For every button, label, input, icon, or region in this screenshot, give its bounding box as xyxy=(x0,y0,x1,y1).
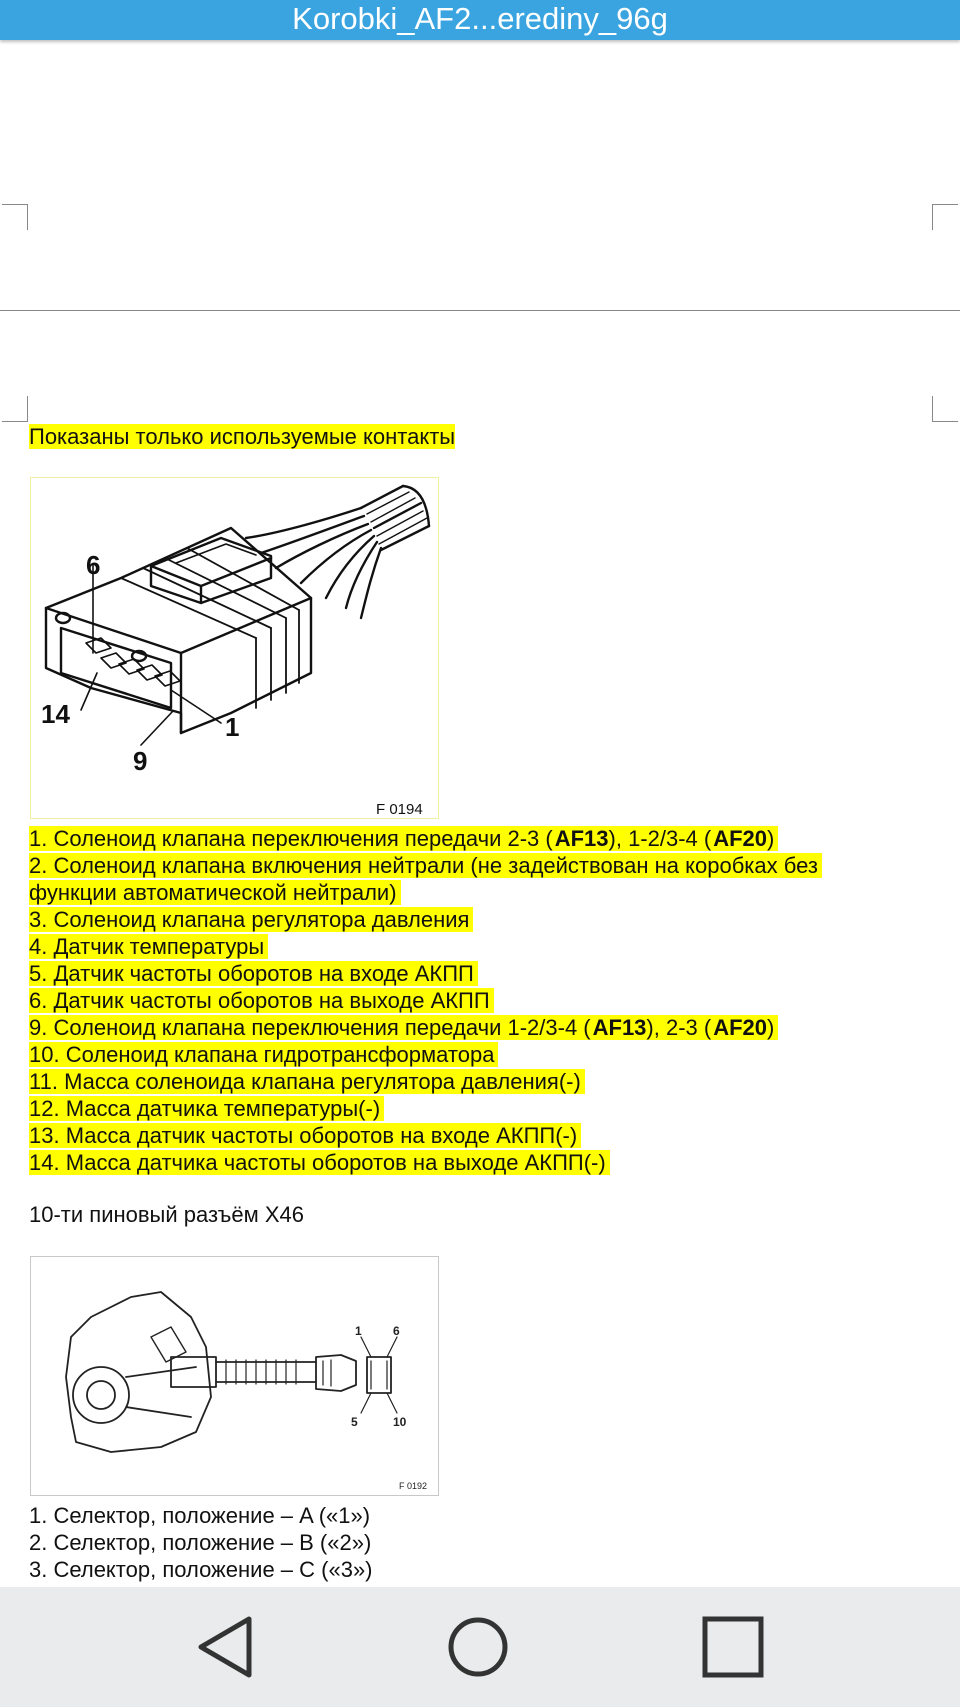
model-code: AF13 xyxy=(592,1015,647,1040)
selector-label-1: 1 xyxy=(355,1324,362,1338)
pin-list-item: 1. Соленоид клапана переключения передачи 2-3 (AF13), 1-2/3-4 (AF20) xyxy=(29,825,929,852)
intro-text: Показаны только используемые контакты xyxy=(29,424,456,449)
pin-list-item: 5. Датчик частоты оборотов на входе АКПП xyxy=(29,960,929,987)
list-item: 2. Селектор, положение – B («2») xyxy=(29,1530,372,1555)
pin-list-item: 12. Масса датчика температуры(-) xyxy=(29,1095,929,1122)
pin-list-item: 14. Масса датчика частоты оборотов на выходе АКПП(-) xyxy=(29,1149,929,1176)
home-button[interactable] xyxy=(438,1607,518,1687)
document-title-bar[interactable] xyxy=(0,0,960,40)
model-code: AF13 xyxy=(554,826,609,851)
pin-list-item: 2. Соленоид клапана включения нейтрали (не задействован на коробках без xyxy=(29,852,929,879)
list-item: 3. Селектор, положение – C («3») xyxy=(29,1557,373,1582)
connector-drawing xyxy=(31,478,438,818)
list-item: 1. Селектор, положение – A («1») xyxy=(29,1503,371,1528)
selector-label-6: 6 xyxy=(393,1324,400,1338)
figure-label-1: 1 xyxy=(225,712,240,742)
model-code: AF20 xyxy=(713,826,768,851)
connector-figure xyxy=(30,477,439,819)
recent-square-icon xyxy=(693,1607,773,1687)
document-title: Korobki_AF2...erediny_96g xyxy=(292,1,668,36)
figure-caption: F 0194 xyxy=(376,801,423,818)
figure-label-9: 9 xyxy=(133,746,148,776)
pin-list-item: функции автоматической нейтрали) xyxy=(29,879,929,906)
model-code: AF20 xyxy=(713,1015,768,1040)
recent-apps-button[interactable] xyxy=(693,1607,773,1687)
back-triangle-icon xyxy=(187,1607,267,1687)
selector-label-5: 5 xyxy=(351,1415,358,1429)
system-navigation-bar xyxy=(0,1587,960,1707)
pin-list-item: 3. Соленоид клапана регулятора давления xyxy=(29,906,929,933)
page-corner-mark xyxy=(2,204,28,230)
selector-label-10: 10 xyxy=(393,1415,407,1429)
selector-drawing xyxy=(31,1257,438,1495)
page-break-line xyxy=(0,310,960,311)
pin-list-item: 6. Датчик частоты оборотов на выходе АКПП xyxy=(29,987,929,1014)
figure-label-14: 14 xyxy=(41,699,70,729)
pin-list-item: 13. Масса датчик частоты оборотов на входе АКПП(-) xyxy=(29,1122,929,1149)
pin-list xyxy=(29,825,929,1176)
section-heading: 10-ти пиновый разъём X46 xyxy=(29,1202,304,1227)
pin-list-item: 11. Масса соленоида клапана регулятора давления(-) xyxy=(29,1068,929,1095)
pin-list-item: 4. Датчик температуры xyxy=(29,933,929,960)
selector-figure xyxy=(30,1256,439,1496)
page-corner-mark xyxy=(2,396,28,422)
back-button[interactable] xyxy=(187,1607,267,1687)
home-circle-icon xyxy=(438,1607,518,1687)
page-corner-mark xyxy=(932,204,958,230)
selector-figure-caption: F 0192 xyxy=(399,1481,428,1491)
figure-label-6: 6 xyxy=(86,550,101,580)
pin-list-item: 9. Соленоид клапана переключения передачи 1-2/3-4 (AF13), 2-3 (AF20) xyxy=(29,1014,929,1041)
page-corner-mark xyxy=(932,396,958,422)
pin-list-item: 10. Соленоид клапана гидротрансформатора xyxy=(29,1041,929,1068)
